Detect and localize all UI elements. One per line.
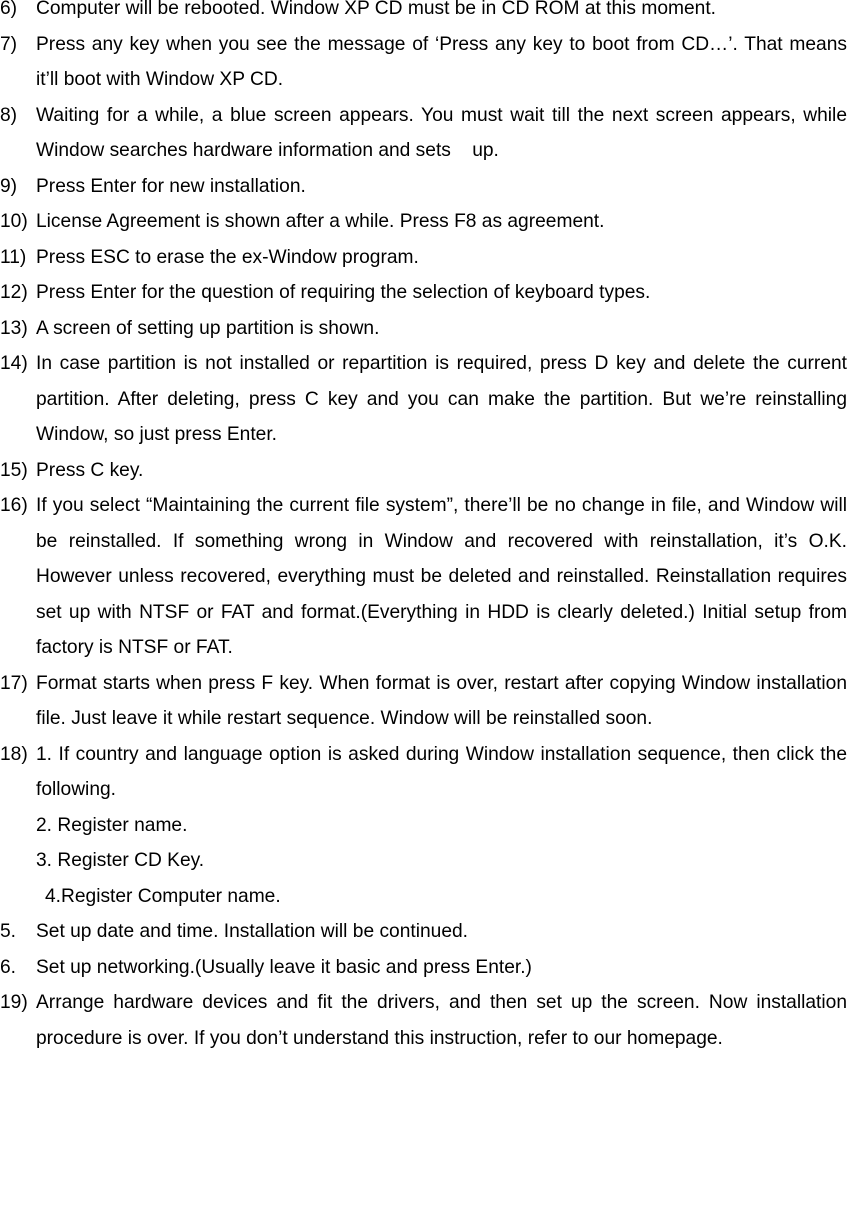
item-number: 6) — [0, 0, 18, 19]
list-item — [0, 950, 847, 986]
item-text: Set up networking.(Usually leave it basic and press Enter.) — [36, 956, 532, 978]
item-text: 4.Register Computer name. — [45, 885, 281, 907]
list-item — [0, 453, 847, 489]
item-text: 2. Register name. — [36, 814, 188, 836]
sub-list-item — [0, 843, 847, 879]
item-number: 9) — [0, 175, 18, 197]
list-item — [0, 169, 847, 205]
item-number: 18) — [0, 743, 28, 765]
item-text: Waiting for a while, a blue screen appears. You must wait till the next screen appears, while Window searches hardware information and sets up. — [36, 104, 847, 161]
list-item — [0, 914, 847, 950]
item-number: 12) — [0, 282, 28, 303]
item-text: If you select “Maintaining the current file system”, there’ll be no change in file, and Window will be reinstalled. If something wrong in Window and recovered with reinstallation, it’s O.K. However unless recovered, everything must be deleted and reinstalled. Reinstallation requires set up with NTSF or FAT and format.(Everything in HDD is clearly deleted.) Initial setup from factory is NTSF or FAT. — [36, 495, 847, 658]
sub-list-item — [0, 808, 847, 844]
item-number: 5. — [0, 921, 17, 942]
list-item — [0, 985, 847, 1056]
item-number: 17) — [0, 672, 28, 694]
list-item — [0, 488, 847, 666]
item-text: Arrange hardware devices and fit the drivers, and then set up the screen. Now installation procedure is over. If you don’t understand this instruction, refer to our homepage. — [36, 992, 847, 1049]
item-text: Press Enter for the question of requiring the selection of keyboard types. — [36, 282, 651, 303]
item-text: Set up date and time. Installation will be continued. — [36, 921, 468, 942]
list-item — [0, 27, 847, 98]
list-item — [0, 666, 847, 737]
item-number: 19) — [0, 992, 28, 1013]
list-item — [0, 346, 847, 453]
item-text: A screen of setting up partition is shown. — [36, 317, 380, 339]
item-number: 15) — [0, 459, 28, 481]
list-item — [0, 275, 847, 311]
item-number: 14) — [0, 353, 28, 374]
sub-list-item — [0, 879, 847, 915]
item-text: Press C key. — [36, 459, 144, 481]
item-text: Press Enter for new installation. — [36, 175, 306, 197]
item-number: 11) — [0, 246, 27, 268]
item-text: Press ESC to erase the ex-Window program. — [36, 246, 419, 268]
list-item — [0, 204, 847, 240]
item-text: 1. If country and language option is asked during Window installation sequence, then click the following. — [36, 743, 847, 800]
item-number: 7) — [0, 33, 18, 55]
list-item — [0, 311, 847, 347]
item-text: Press any key when you see the message of ‘Press any key to boot from CD…’. That means it’ll boot with Window XP CD. — [36, 33, 847, 90]
list-item — [0, 240, 847, 276]
list-item — [0, 737, 847, 808]
item-number: 6. — [0, 956, 17, 978]
item-number: 8) — [0, 104, 18, 126]
list-item — [0, 98, 847, 169]
item-number: 10) — [0, 211, 28, 232]
item-text: Computer will be rebooted. Window XP CD must be in CD ROM at this moment. — [36, 0, 716, 19]
item-text: Format starts when press F key. When format is over, restart after copying Window installation file. Just leave it while restart sequence. Window will be reinstalled soon. — [36, 672, 847, 729]
item-text: In case partition is not installed or repartition is required, press D key and delete the current partition. After deleting, press C key and you can make the partition. But we’re reinstalling Window, so just press Enter. — [36, 353, 847, 445]
item-text: License Agreement is shown after a while. Press F8 as agreement. — [36, 211, 605, 232]
item-text: 3. Register CD Key. — [36, 850, 205, 871]
item-number: 13) — [0, 317, 28, 339]
item-number: 16) — [0, 495, 28, 516]
list-item — [0, 0, 847, 27]
